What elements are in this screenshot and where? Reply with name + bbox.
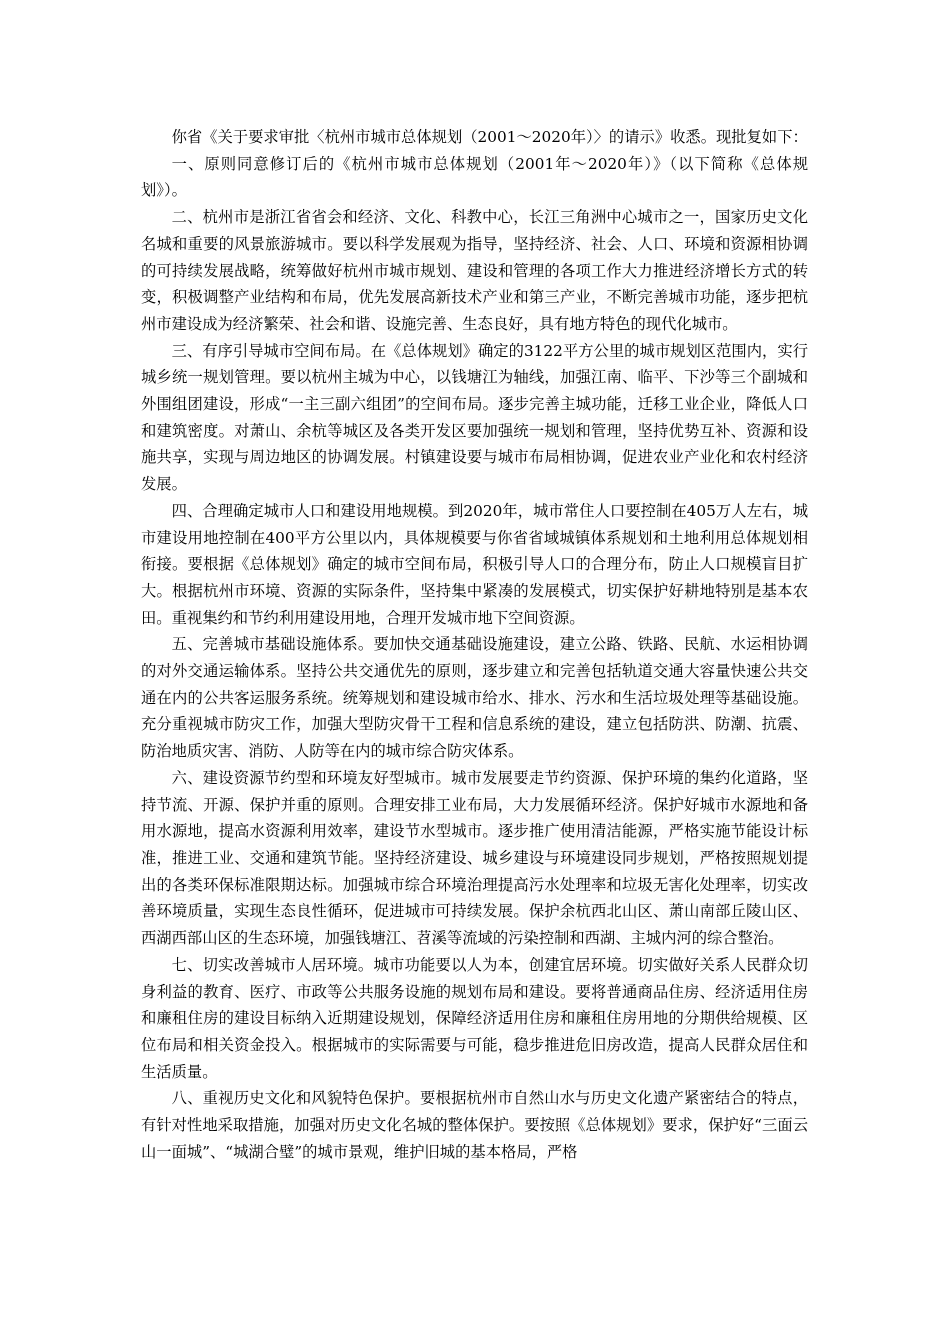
paragraph-item-7: 七、切实改善城市人居环境。城市功能要以人为本，创建宜居环境。切实做好关系人民群众切身利益的教育、医疗、市政等公共服务设施的规划布局和建设。要将普通商品住房、经济适用住房和廉租住房的建设目标纳入近期建设规划，保障经济适用住房和廉租住房用地的分期供给规模、区位布局和相关资金投入。根据城市的实际需要与可能，稳步推进危旧房改造，提高人民群众居住和生活质量。 — [141, 955, 808, 1081]
paragraph-item-2: 二、杭州市是浙江省省会和经济、文化、科教中心，长江三角洲中心城市之一，国家历史文化名城和重要的风景旅游城市。要以科学发展观为指导，坚持经济、社会、人口、环境和资源相协调的可持续发展战略，统筹做好杭州市城市规划、建设和管理的各项工作大力推进经济增长方式的转变，积极调整产业结构和布局，优先发展高新技术产业和第三产业，不断完善城市功能，逐步把杭州市建设成为经济繁荣、社会和谐、设施完善、生态良好，具有地方特色的现代化城市。 — [141, 208, 808, 333]
paragraph-item-8: 八、重视历史文化和风貌特色保护。要根据杭州市自然山水与历史文化遗产紧密结合的特点，有针对性地采取措施，加强对历史文化名城的整体保护。要按照《总体规划》要求，保护好“三面云山一面城”、“城湖合璧”的城市景观，维护旧城的基本格局，严格 — [141, 1089, 808, 1161]
paragraph-item-1: 一、原则同意修订后的《杭州市城市总体规划（2001年～2020年）》（以下简称《总体规划》）。 — [141, 154, 808, 200]
paragraph-intro: 你省《关于要求审批〈杭州市城市总体规划（2001～2020年）〉的请示》收悉。现批复如下： — [171, 128, 808, 146]
paragraph-item-4: 四、合理确定城市人口和建设用地规模。到2020年，城市常住人口要控制在405万人左右，城市建设用地控制在400平方公里以内，具体规模要与你省省域城镇体系规划和土地利用总体规划相衔接。要根据《总体规划》确定的城市空间布局，积极引导人口的合理分布，防止人口规模盲目扩大。根据杭州市环境、资源的实际条件，坚持集中紧凑的发展模式，切实保护好耕地特别是基本农田。重视集约和节约利用建设用地，合理开发城市地下空间资源。 — [141, 501, 808, 627]
paragraph-item-5: 五、完善城市基础设施体系。要加快交通基础设施建设，建立公路、铁路、民航、水运相协调的对外交通运输体系。坚持公共交通优先的原则，逐步建立和完善包括轨道交通大容量快速公共交通在内的公共客运服务系统。统筹规划和建设城市给水、排水、污水和生活垃圾处理等基础设施。充分重视城市防灾工作，加强大型防灾骨干工程和信息系统的建设，建立包括防洪、防潮、抗震、防治地质灾害、消防、人防等在内的城市综合防灾体系。 — [141, 635, 808, 761]
paragraph-item-3: 三、有序引导城市空间布局。在《总体规划》确定的3122平方公里的城市规划区范围内，实行城乡统一规划管理。要以杭州主城为中心，以钱塘江为轴线，加强江南、临平、下沙等三个副城和外围组团建设，形成“一主三副六组团”的空间布局。逐步完善主城功能，迁移工业企业，降低人口和建筑密度。对萧山、余杭等城区及各类开发区要加强统一规划和管理，坚持优势互补、资源和设施共享，实现与周边地区的协调发展。村镇建设要与城市布局相协调，促进农业产业化和农村经济发展。 — [141, 341, 808, 494]
paragraph-item-6: 六、建设资源节约型和环境友好型城市。城市发展要走节约资源、保护环境的集约化道路，坚持节流、开源、保护并重的原则。合理安排工业布局，大力发展循环经济。保护好城市水源地和备用水源地，提高水资源利用效率，建设节水型城市。逐步推广使用清洁能源，严格实施节能设计标准，推进工业、交通和建筑节能。坚持经济建设、城乡建设与环境建设同步规划，严格按照规划提出的各类环保标准限期达标。加强城市综合环境治理提高污水处理率和垃圾无害化处理率，切实改善环境质量，实现生态良性循环，促进城市可持续发展。保护余杭西北山区、萧山南部丘陵山区、西湖西部山区的生态环境，加强钱塘江、苕溪等流域的污染控制和西湖、主城内河的综合整治。 — [141, 768, 808, 948]
document-body — [141, 124, 808, 1165]
